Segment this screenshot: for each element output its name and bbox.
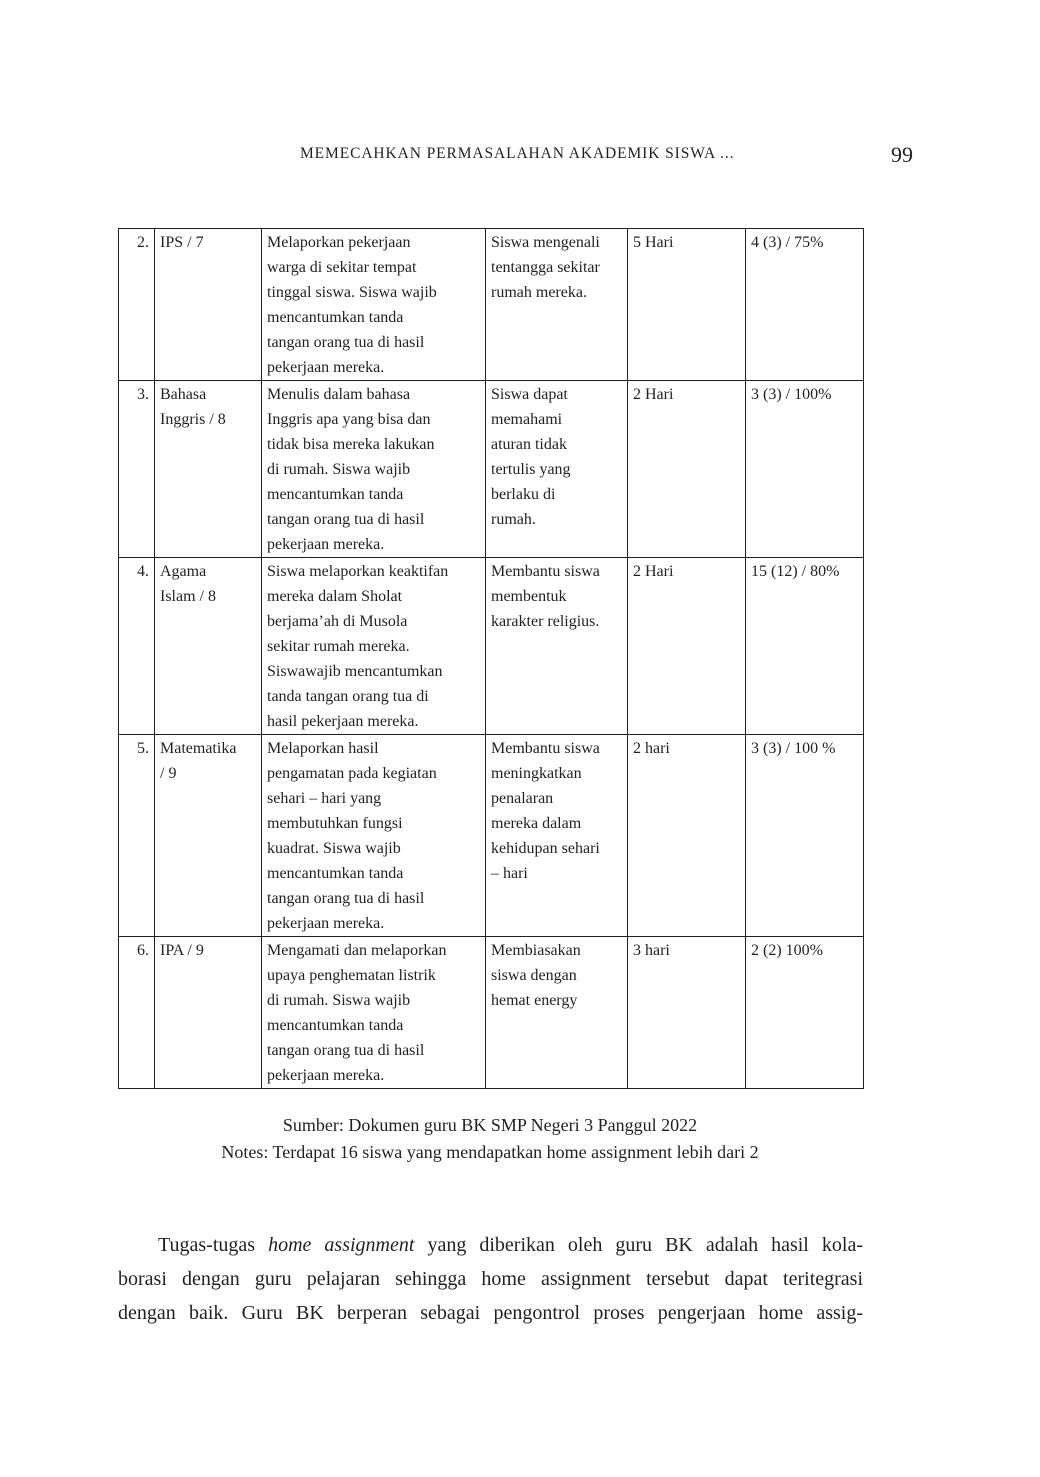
subject-cell: IPS / 7 [155,229,262,381]
duration-cell: 2 Hari [628,381,746,558]
body-paragraph [118,1228,863,1330]
subject-cell: Matematika / 9 [155,735,262,937]
goal-cell: Siswa mengenali tentangga sekitar rumah mereka. [486,229,628,381]
table-row [119,937,864,1089]
italic-term: home assignment [268,1234,415,1256]
row-number: 5. [119,735,155,937]
row-number: 4. [119,558,155,735]
goal-cell: Membiasakan siswa dengan hemat energy [486,937,628,1089]
source-line: Sumber: Dokumen guru BK SMP Negeri 3 Panggul 2022 [282,1115,698,1135]
table-row [119,558,864,735]
table-row [119,735,864,937]
task-cell: Menulis dalam bahasa Inggris apa yang bisa dan tidak bisa mereka lakukan di rumah. Siswa wajib mencantumkan tanda tangan orang tua di hasil pekerjaan mereka. [262,381,486,558]
duration-cell: 2 Hari [628,558,746,735]
goal-cell: Membantu siswa membentuk karakter religius. [486,558,628,735]
paragraph-line-1 [118,1228,863,1262]
running-head [0,142,1040,171]
row-number: 2. [119,229,155,381]
home-assignment-table [118,228,864,1089]
goal-cell: Membantu siswa meningkatkan penalaran mereka dalam kehidupan sehari – hari [486,735,628,937]
subject-cell: Bahasa Inggris / 8 [155,381,262,558]
table-row [119,381,864,558]
result-cell: 15 (12) / 80% [746,558,864,735]
text-run: yang diberikan oleh guru BK adalah hasil kola- [414,1234,863,1256]
paragraph-line-2: borasi dengan guru pelajaran sehingga home assignment tersebut dapat teritegrasi [118,1268,863,1290]
table-row [119,229,864,381]
duration-cell: 5 Hari [628,229,746,381]
task-cell: Mengamati dan melaporkan upaya penghematan listrik di rumah. Siswa wajib mencantumkan tanda tangan orang tua di hasil pekerjaan mereka. [262,937,486,1089]
table-notes [0,1112,980,1166]
paragraph-line-3: dengan baik. Guru BK berperan sebagai pengontrol proses pengerjaan home assig- [118,1302,863,1324]
running-title: MEMECAHKAN PERMASALAHAN AKADEMIK SISWA ... [300,145,735,162]
duration-cell: 2 hari [628,735,746,937]
note-line: Notes: Terdapat 16 siswa yang mendapatkan home assignment lebih dari 2 [221,1142,759,1162]
result-cell: 3 (3) / 100 % [746,735,864,937]
result-cell: 3 (3) / 100% [746,381,864,558]
task-cell: Siswa melaporkan keaktifan mereka dalam Sholat berjama’ah di Musola sekitar rumah mereka. Siswawajib mencantumkan tanda tangan orang tua di hasil pekerjaan mereka. [262,558,486,735]
task-cell: Melaporkan pekerjaan warga di sekitar tempat tinggal siswa. Siswa wajib mencantumkan tanda tangan orang tua di hasil pekerjaan mereka. [262,229,486,381]
subject-cell: Agama Islam / 8 [155,558,262,735]
row-number: 3. [119,381,155,558]
result-cell: 2 (2) 100% [746,937,864,1089]
result-cell: 4 (3) / 75% [746,229,864,381]
text-run: Tugas-tugas [158,1234,269,1256]
duration-cell: 3 hari [628,937,746,1089]
goal-cell: Siswa dapat memahami aturan tidak tertulis yang berlaku di rumah. [486,381,628,558]
page-number: 99 [891,142,913,167]
task-cell: Melaporkan hasil pengamatan pada kegiatan sehari – hari yang membutuhkan fungsi kuadrat. Siswa wajib mencantumkan tanda tangan orang tua di hasil pekerjaan mereka. [262,735,486,937]
subject-cell: IPA / 9 [155,937,262,1089]
row-number: 6. [119,937,155,1089]
